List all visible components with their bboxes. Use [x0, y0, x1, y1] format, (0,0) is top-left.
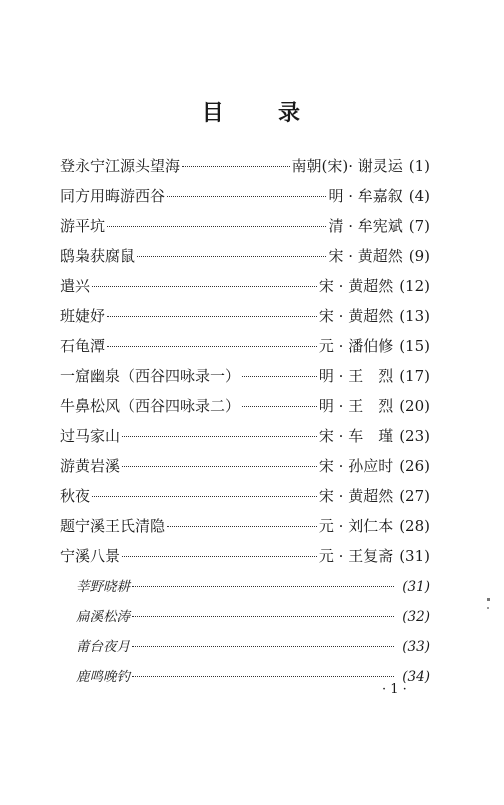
entry-title: 班婕妤 — [60, 307, 106, 325]
leader-dots — [107, 346, 317, 347]
entry-page: (23) — [399, 427, 430, 445]
leader-dots — [167, 196, 326, 197]
scan-speck — [487, 598, 490, 601]
leader-dots — [242, 406, 317, 407]
entry-title: 登永宁江源头望海 — [60, 157, 181, 175]
entry-author: 宋 · 黄超然 — [328, 247, 403, 265]
toc-entry[interactable] — [60, 365, 430, 395]
entry-title: 游平坑 — [60, 217, 106, 235]
toc-subentry[interactable] — [60, 635, 430, 665]
entry-page: (9) — [408, 247, 430, 265]
leader-dots — [122, 556, 317, 557]
leader-dots — [122, 436, 317, 437]
scan-speck — [487, 607, 489, 609]
entry-author: 明 · 王 烈 — [318, 397, 394, 415]
entry-title: 牛鼻松风（西谷四咏录二） — [60, 397, 241, 415]
entry-page: (1) — [408, 157, 430, 175]
subentry-page: (34) — [402, 669, 430, 685]
leader-dots — [137, 256, 326, 257]
subentry-title: 扁溪松涛 — [76, 609, 130, 625]
entry-page: (28) — [399, 517, 430, 535]
entry-title: 题宁溪王氏清隐 — [60, 517, 166, 535]
leader-dots — [92, 286, 317, 287]
table-of-contents — [60, 155, 430, 695]
entry-title: 一窟幽泉（西谷四咏录一） — [60, 367, 241, 385]
toc-entry[interactable] — [60, 305, 430, 335]
toc-entry[interactable] — [60, 185, 430, 215]
toc-entry[interactable] — [60, 155, 430, 185]
entry-title: 石龟潭 — [60, 337, 106, 355]
entry-page: (20) — [399, 397, 430, 415]
leader-dots — [132, 646, 394, 647]
subentry-page: (32) — [402, 609, 430, 625]
leader-dots — [242, 376, 317, 377]
page-title — [0, 96, 504, 127]
entry-title: 同方用晦游西谷 — [60, 187, 166, 205]
subentry-title: 鹿鸣晚钓 — [76, 669, 130, 685]
toc-entry[interactable] — [60, 545, 430, 575]
toc-subentry[interactable] — [60, 605, 430, 635]
entry-page: (7) — [408, 217, 430, 235]
entry-page: (12) — [399, 277, 430, 295]
entry-author: 元 · 刘仁本 — [318, 517, 394, 535]
title-char-2: 录 — [278, 100, 303, 126]
leader-dots — [132, 616, 394, 617]
page-number: · 1 · — [382, 682, 407, 697]
entry-author: 宋 · 黄超然 — [318, 307, 394, 325]
toc-entry[interactable] — [60, 275, 430, 305]
toc-entry[interactable] — [60, 515, 430, 545]
entry-author: 清 · 牟宪斌 — [328, 217, 403, 235]
leader-dots — [182, 166, 289, 167]
entry-title: 秋夜 — [60, 487, 91, 505]
entry-title: 遣兴 — [60, 277, 91, 295]
entry-title: 过马家山 — [60, 427, 121, 445]
leader-dots — [122, 466, 317, 467]
toc-entry[interactable] — [60, 215, 430, 245]
entry-author: 元 · 王复斋 — [318, 547, 394, 565]
subentry-page: (31) — [402, 579, 430, 595]
toc-subentry[interactable] — [60, 575, 430, 605]
entry-title: 宁溪八景 — [60, 547, 121, 565]
entry-author: 明 · 王 烈 — [318, 367, 394, 385]
title-char-1: 目 — [201, 100, 226, 126]
entry-page: (31) — [399, 547, 430, 565]
entry-author: 宋 · 黄超然 — [318, 277, 394, 295]
leader-dots — [92, 496, 317, 497]
entry-page: (13) — [399, 307, 430, 325]
entry-author: 宋 · 黄超然 — [318, 487, 394, 505]
entry-page: (17) — [399, 367, 430, 385]
entry-title: 鸱枭获腐鼠 — [60, 247, 136, 265]
entry-page: (15) — [399, 337, 430, 355]
entry-page: (4) — [408, 187, 430, 205]
toc-entry[interactable] — [60, 485, 430, 515]
entry-title: 游黄岩溪 — [60, 457, 121, 475]
subentry-page: (33) — [402, 639, 430, 655]
subentry-title: 莘野晓耕 — [76, 579, 130, 595]
entry-page: (26) — [399, 457, 430, 475]
entry-author: 明 · 牟嘉叙 — [328, 187, 403, 205]
leader-dots — [167, 526, 317, 527]
entry-author: 南朝(宋)· 谢灵运 — [291, 157, 403, 175]
leader-dots — [107, 226, 326, 227]
entry-author: 元 · 潘伯修 — [318, 337, 394, 355]
entry-author: 宋 · 车 瑾 — [318, 427, 394, 445]
leader-dots — [107, 316, 317, 317]
subentry-title: 莆台夜月 — [76, 639, 130, 655]
toc-entry[interactable] — [60, 395, 430, 425]
toc-entry[interactable] — [60, 335, 430, 365]
leader-dots — [132, 676, 394, 677]
toc-subentry[interactable] — [60, 665, 430, 695]
leader-dots — [132, 586, 394, 587]
toc-entry[interactable] — [60, 245, 430, 275]
entry-page: (27) — [399, 487, 430, 505]
toc-entry[interactable] — [60, 425, 430, 455]
toc-entry[interactable] — [60, 455, 430, 485]
entry-author: 宋 · 孙应时 — [318, 457, 394, 475]
